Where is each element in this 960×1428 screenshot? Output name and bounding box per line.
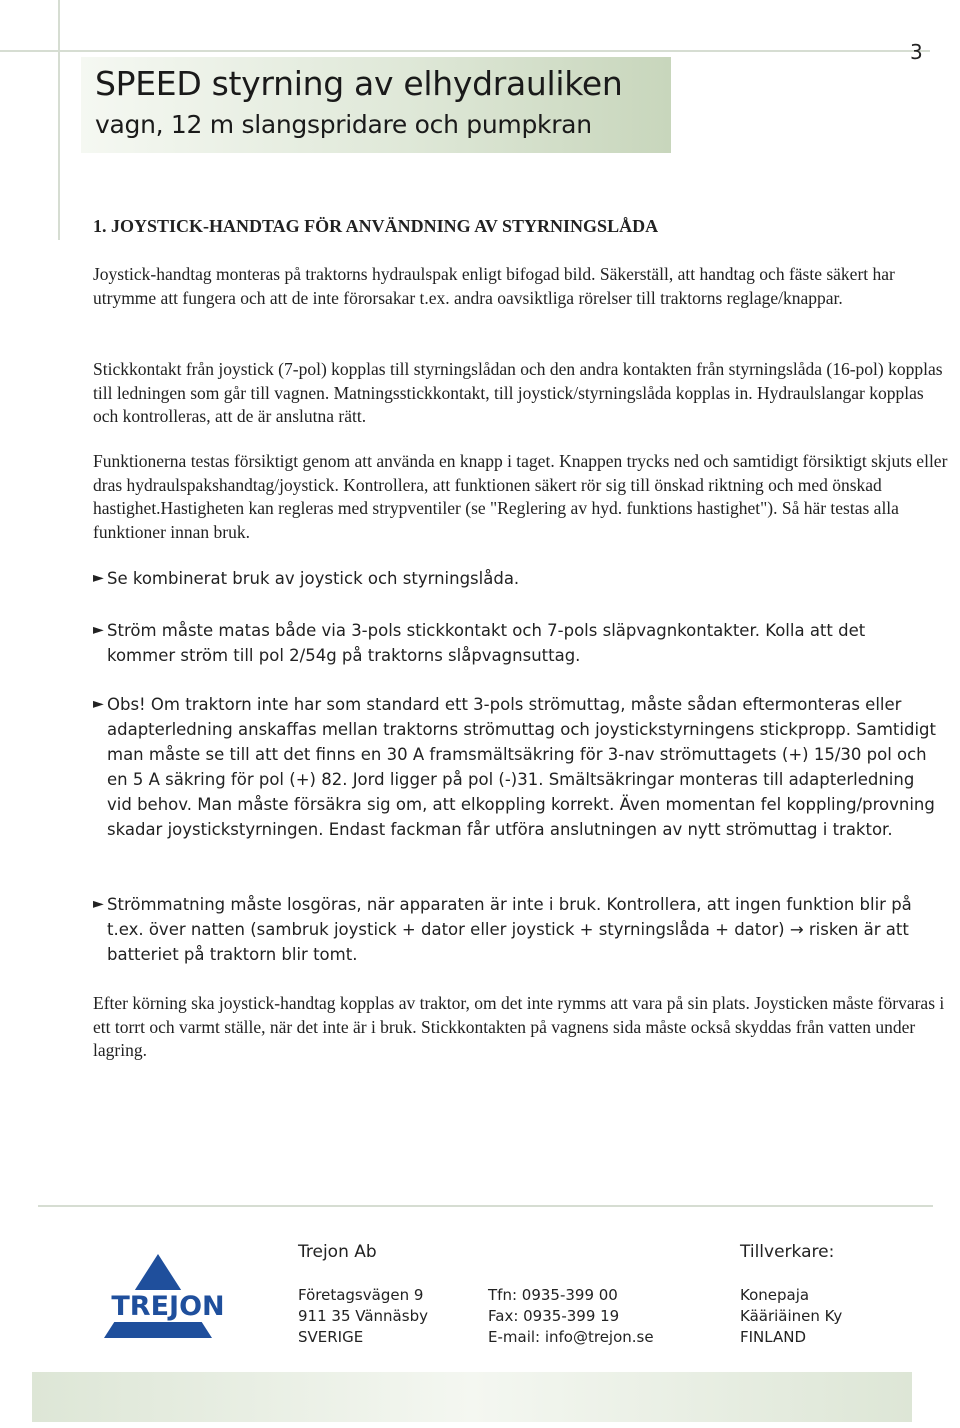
footer-address-line: Företagsvägen 9 — [298, 1286, 424, 1304]
footer-address-line: 911 35 Vännäsby — [298, 1307, 428, 1325]
footer-fax: Fax: 0935-399 19 — [488, 1307, 620, 1325]
bullet-text: Obs! Om traktorn inte har som standard ett 3-pols strömuttag, måste sådan eftermonteras eller adapterledning anskaffas mellan traktorns strömuttag och joystickstyrningens stickpropp. Samtidigt man måste se till att det finns en 30 A framsmältsäkring för 3-nav strömuttagets (+) 15/30 pol och en 5 A säkring för pol (+) 82. Jord ligger på pol (-)31. Smältsäkringar monteras till adapterledning vid behov. Man måste försäkra sig om, att elkoppling korrekt. Även momentan fel koppling/provning skadar joystickstyrningen. Endast fackman får utföra anslutningen av nytt strömuttag i traktor. — [107, 695, 936, 839]
left-rule — [58, 0, 60, 240]
footer-address-line: SVERIGE — [298, 1328, 364, 1346]
footer-phone: Tfn: 0935-399 00 — [488, 1286, 618, 1304]
footer-manufacturer-line: Konepaja — [740, 1286, 810, 1304]
bullet-item — [93, 692, 937, 842]
bullet-text: Ström måste matas både via 3-pols stickkontakt och 7-pols släpvagnkontakter. Kolla att det kommer ström till pol 2/54g på traktorns slåpvagnsuttag. — [107, 621, 866, 665]
footer-manufacturer-label: Tillverkare: — [740, 1242, 835, 1262]
bullet-arrow-icon: ► — [93, 696, 104, 712]
logo-text: TREJON — [111, 1291, 225, 1322]
bullet-text: Se kombinerat bruk av joystick och styrningslåda. — [107, 569, 520, 588]
top-rule — [0, 50, 930, 52]
bullet-arrow-icon: ► — [93, 622, 104, 638]
bullet-arrow-icon: ► — [93, 570, 104, 586]
paragraph-after-use: Efter körning ska joystick-handtag kopplas av traktor, om det inte rymms att vara på sin plats. Joysticken måste förvaras i ett torrt och varmt ställe, när det inte är i bruk. Stickkontakten på vagnens sida måste också skyddas från vatten under lagring. — [93, 993, 945, 1060]
bullet-item — [93, 618, 937, 668]
trejon-logo — [100, 1250, 260, 1350]
page-title: SPEED styrning av elhydrauliken — [95, 64, 623, 103]
section-heading: 1. JOYSTICK-HANDTAG FÖR ANVÄNDNING AV STYRNINGSLÅDA — [93, 216, 659, 236]
page-subtitle: vagn, 12 m slangspridare och pumpkran — [95, 110, 592, 139]
paragraph-connectors: Stickkontakt från joystick (7-pol) kopplas till styrningslådan och den andra kontakten från styrningslåda (16-pol) kopplas till ledningen som går till vagnen. Matningsstickkontakt, till joystick/styrningslåda kopplas in. Hydraulslangar kopplas och kontrolleras, att de är anslutna rätt. — [93, 359, 943, 426]
bullet-arrow-icon: ► — [93, 896, 104, 912]
bullet-item — [93, 566, 937, 591]
paragraph-testing: Funktionerna testas försiktigt genom att använda en knapp i taget. Knappen trycks ned och samtidigt försiktigt skjuts eller dras hydraulspakshandtag/joystick. Kontrollera, att funktionen säkert rör sig till önskad riktning och med önskad hastighet.Hastigheten kan regleras med strypventiler (se "Reglering av hyd. funktions hastighet"). Så här testas alla funktioner innan bruk. — [93, 451, 948, 542]
bullet-text: Strömmatning måste losgöras, när apparaten är inte i bruk. Kontrollera, att ingen funktion blir på t.ex. över natten (sambruk joystick + dator eller joystick + styrningslåda + dator) → risken är att batteriet på traktorn blir tomt. — [107, 895, 912, 964]
footer-manufacturer-line: FINLAND — [740, 1328, 807, 1346]
footer-rule — [38, 1205, 933, 1207]
page-number: 3 — [910, 40, 923, 64]
footer-manufacturer-line: Kääriäinen Ky — [740, 1307, 843, 1325]
footer-band — [32, 1372, 912, 1422]
footer-company: Trejon Ab — [298, 1242, 377, 1262]
bullet-item — [93, 892, 937, 967]
footer-email: E-mail: info@trejon.se — [488, 1328, 654, 1346]
paragraph-mounting: Joystick-handtag monteras på traktorns hydraulspak enligt bifogad bild. Säkerställ, att handtag och fäste säkert har utrymme att fungera och att de inte förorsakar t.ex. andra oavsiktliga rörelser till traktorns reglage/knappar. — [93, 264, 895, 308]
